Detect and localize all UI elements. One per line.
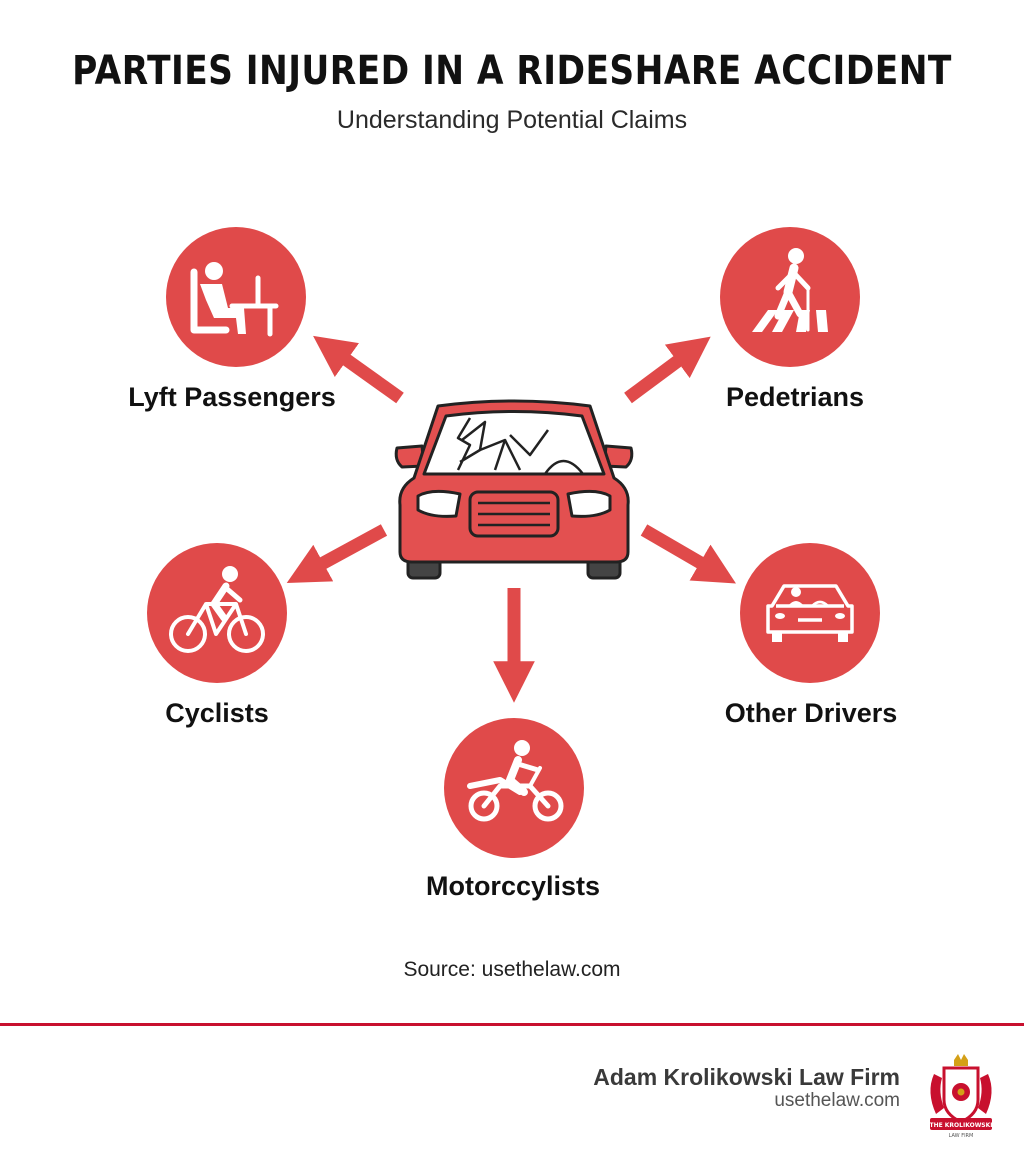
party-motorcyclists — [444, 718, 584, 858]
firm-url: usethelaw.com — [774, 1090, 900, 1111]
arrow-to-lyft-passengers — [330, 348, 400, 398]
svg-text:THE KROLIKOWSKI: THE KROLIKOWSKI — [929, 1122, 993, 1129]
damaged-car-icon — [396, 401, 632, 578]
label-cyclists: Cyclists — [165, 698, 269, 728]
firm-name: Adam Krolikowski Law Firm — [593, 1064, 900, 1090]
party-lyft-passengers — [166, 227, 306, 367]
arrow-to-cyclists — [305, 530, 384, 573]
arrow-to-pedestrians — [628, 349, 694, 398]
svg-text:LAW FIRM: LAW FIRM — [948, 1133, 974, 1139]
label-motorcyclists: Motorccylists — [425, 871, 601, 901]
footer — [0, 1026, 1024, 1154]
party-cyclists — [147, 543, 287, 683]
law-firm-crest-icon — [926, 1052, 996, 1140]
label-other-drivers: Other Drivers — [724, 698, 898, 728]
page-subtitle: Understanding Potential Claims — [336, 106, 688, 134]
page-title: PARTIES INJURED IN A RIDESHARE ACCIDENT — [72, 48, 952, 94]
arrow-to-other-drivers — [644, 530, 718, 573]
party-other-drivers — [740, 543, 880, 683]
party-pedestrians — [720, 227, 860, 367]
source-note: Source: usethelaw.com — [403, 958, 621, 981]
label-lyft-passengers: Lyft Passengers — [128, 382, 336, 412]
label-pedestrians: Pedetrians — [725, 382, 865, 412]
